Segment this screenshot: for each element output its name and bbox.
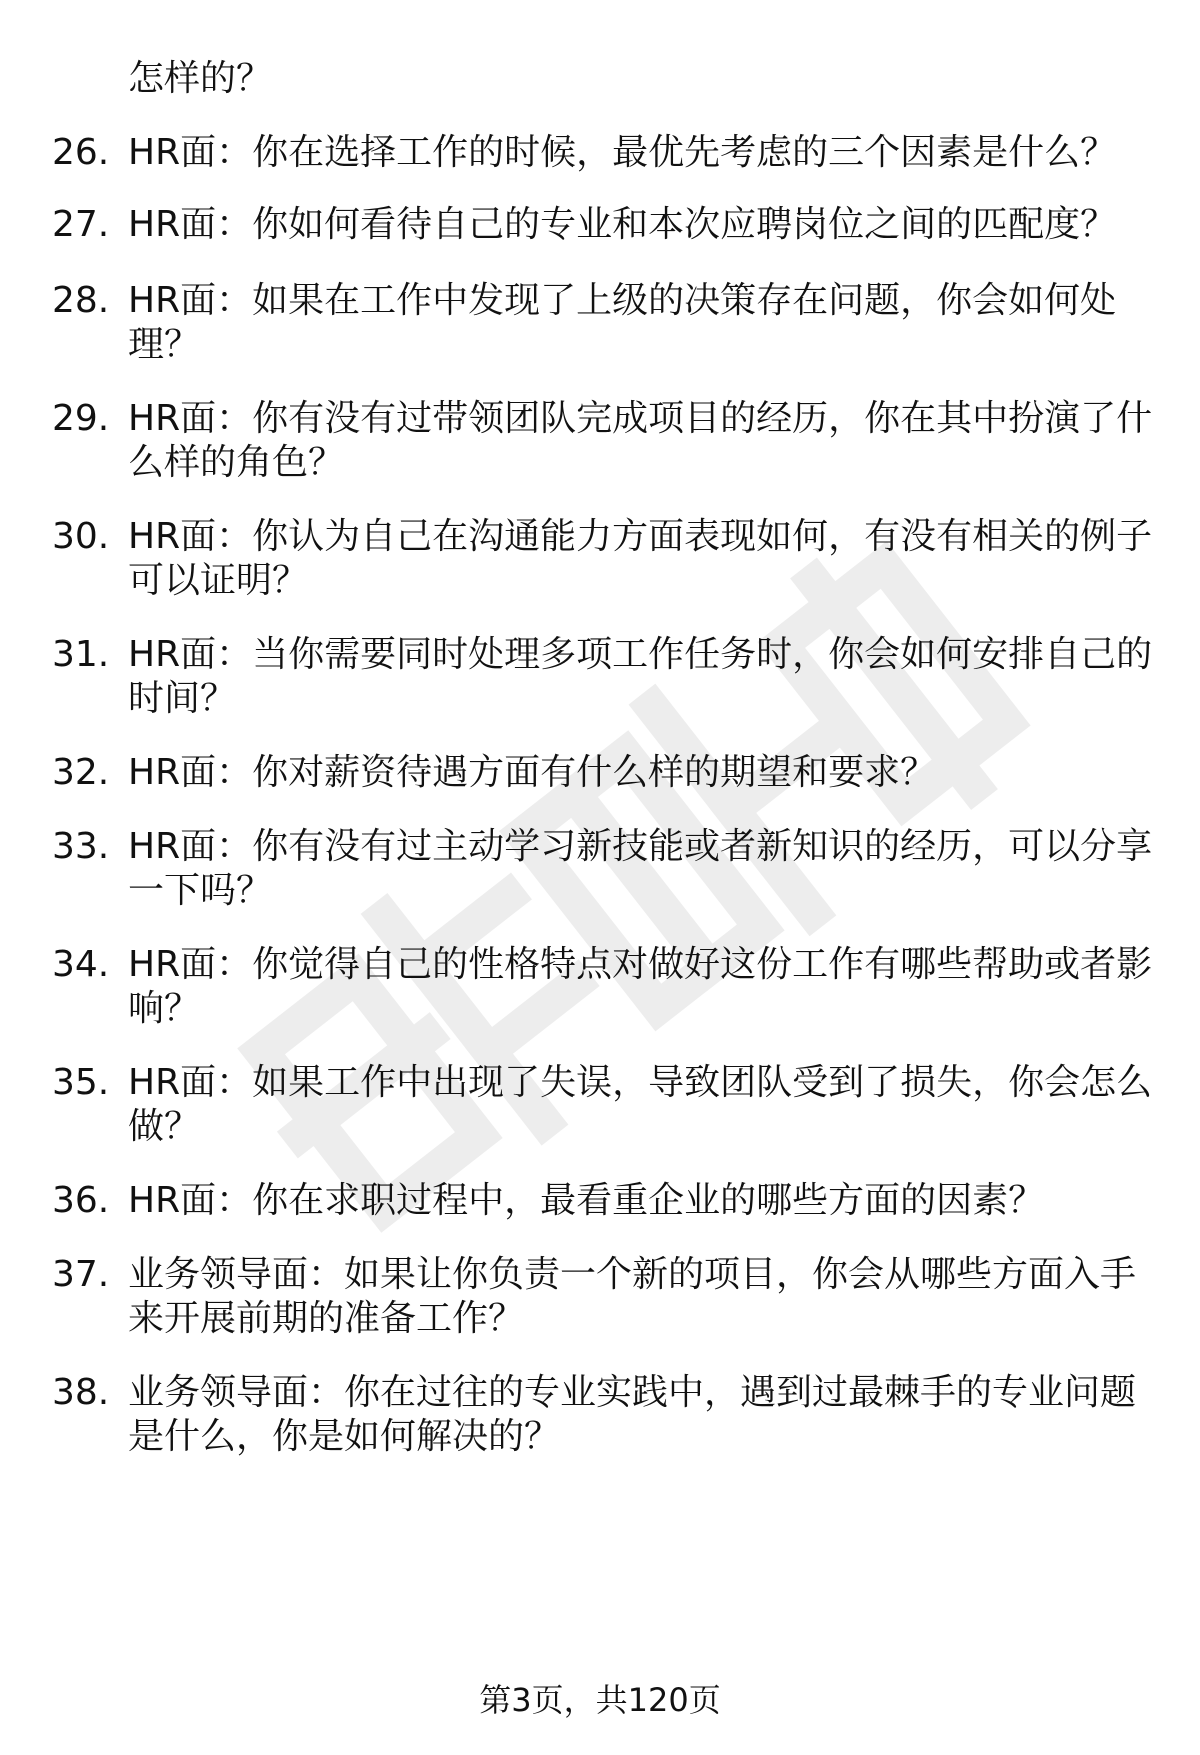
question-text: HR面：你觉得自己的性格特点对做好这份工作有哪些帮助或者影 [128,944,1153,985]
question-text: 时间？ [128,678,237,719]
question-number: 35. [52,1062,110,1103]
question-number: 38. [52,1372,110,1413]
question-text: 理？ [128,324,201,365]
question-number: 34. [52,944,110,985]
question-text: HR面：你认为自己在沟通能力方面表现如何，有没有相关的例子 [128,516,1153,557]
question-text: 业务领导面：你在过往的专业实践中，遇到过最棘手的专业问题 [128,1372,1137,1413]
question-text: 做？ [128,1106,201,1147]
question-text: 是什么，你是如何解决的？ [128,1416,561,1457]
question-number: 33. [52,826,110,867]
question-text: HR面：你在选择工作的时候，最优先考虑的三个因素是什么？ [128,132,1117,173]
question-text: HR面：如果在工作中发现了上级的决策存在问题，你会如何处 [128,280,1117,321]
question-number: 28. [52,280,110,321]
question-text: 业务领导面：如果让你负责一个新的项目，你会从哪些方面入手 [128,1254,1137,1295]
question-number: 26. [52,132,110,173]
question-number: 27. [52,204,110,245]
question-text: HR面：当你需要同时处理多项工作任务时，你会如何安排自己的 [128,634,1153,675]
question-number: 36. [52,1180,110,1221]
question-text: 一下吗？ [128,870,273,911]
question-text: HR面：如果工作中出现了失误，导致团队受到了损失，你会怎么 [128,1062,1153,1103]
question-number: 30. [52,516,110,557]
question-text: HR面：你有没有过主动学习新技能或者新知识的经历，可以分享 [128,826,1153,867]
question-text: HR面：你如何看待自己的专业和本次应聘岗位之间的匹配度？ [128,204,1117,245]
question-text: HR面：你对薪资待遇方面有什么样的期望和要求？ [128,752,937,793]
continuation-text: 怎样的？ [128,58,273,99]
question-text: 响？ [128,988,201,1029]
question-text: 来开展前期的准备工作？ [128,1298,525,1339]
question-text: HR面：你在求职过程中，最看重企业的哪些方面的因素？ [128,1180,1045,1221]
question-text: HR面：你有没有过带领团队完成项目的经历，你在其中扮演了什 [128,398,1153,439]
question-number: 32. [52,752,110,793]
question-number: 31. [52,634,110,675]
page-footer: 第3页，共120页 [479,1681,721,1719]
question-text: 么样的角色？ [128,442,345,483]
question-number: 29. [52,398,110,439]
question-number: 37. [52,1254,110,1295]
question-text: 可以证明？ [128,560,309,601]
